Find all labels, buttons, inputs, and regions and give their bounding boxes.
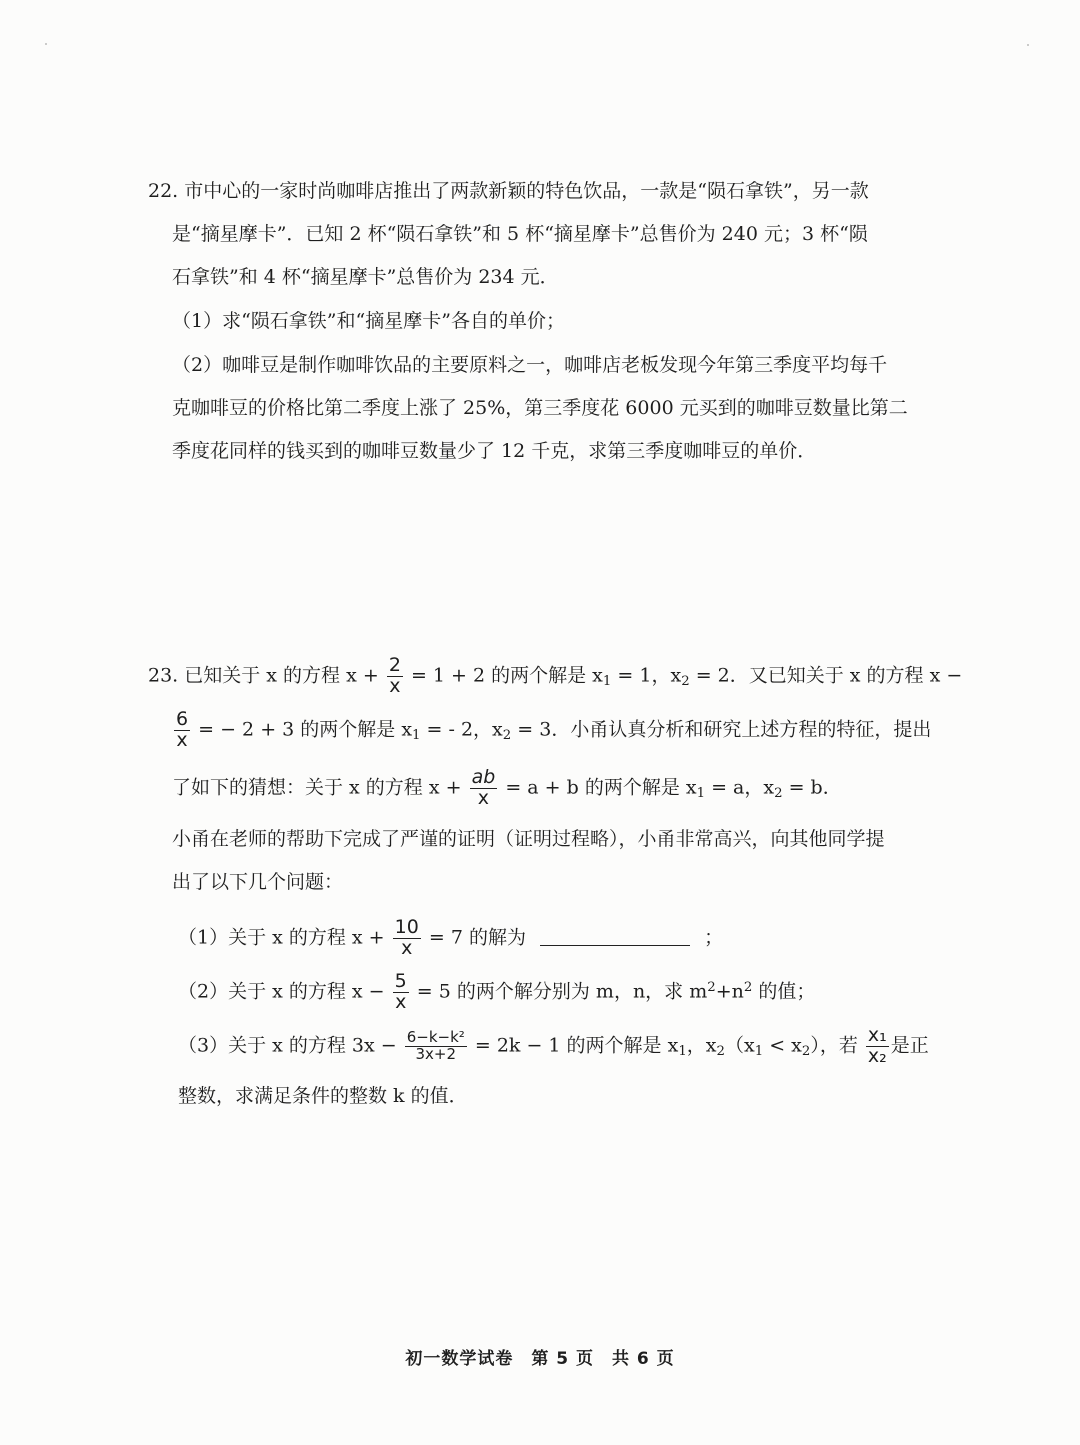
- subscript: 2: [681, 673, 690, 689]
- fraction: [174, 710, 190, 751]
- denominator: x: [395, 990, 407, 1013]
- subscript: 1: [412, 727, 421, 743]
- denominator: x₂: [867, 1044, 887, 1067]
- subscript: 1: [602, 673, 612, 689]
- denominator: 3x+2: [415, 1044, 457, 1063]
- scan-speck: [45, 43, 47, 45]
- q23-text: = − 2 + 3 的两个解是 x: [198, 718, 413, 741]
- q23-text: < x: [763, 1034, 802, 1057]
- q22-number: 22.: [148, 180, 179, 202]
- q22-part-2-line-2: 克咖啡豆的价格比第二季度上涨了 25%，第三季度花 6000 元买到的咖啡豆数量比第二: [172, 397, 908, 419]
- q22-line-2: 是“摘星摩卡”．已知 2 杯“陨石拿铁”和 5 杯“摘星摩卡”总售价为 240 元；3 杯“陨: [172, 223, 868, 245]
- denominator: x: [401, 936, 413, 959]
- answer-blank[interactable]: [540, 945, 690, 946]
- fraction: [393, 972, 409, 1013]
- subscript: 2: [801, 1043, 811, 1059]
- q23-line-2: [172, 710, 931, 751]
- q23-text: = 1 + 2 的两个解是 x: [410, 664, 603, 687]
- denominator: x: [389, 674, 401, 697]
- denominator: x: [176, 728, 188, 751]
- subscript: 1: [754, 1043, 764, 1059]
- q23-text: = b．: [782, 776, 842, 799]
- numerator: 10: [394, 916, 419, 938]
- q23-text: = 7 的解为: [428, 926, 526, 949]
- q23-line-3: [172, 768, 842, 809]
- subscript: 2: [502, 727, 512, 743]
- q23-text: 的值；: [752, 980, 816, 1003]
- scan-speck: [1027, 44, 1029, 46]
- q23-text: 是正: [890, 1034, 929, 1057]
- q23-text: = a，x: [705, 776, 775, 799]
- q23-text: = 5 的两个解分别为 m，n，求 m: [416, 980, 708, 1003]
- q23-part-1: [178, 918, 723, 959]
- q22-text-1: 市中心的一家时尚咖啡店推出了两款新颖的特色饮品，一款是“陨石拿铁”，另一款: [184, 180, 869, 202]
- q23-line-4: 小甬在老师的帮助下完成了严谨的证明（证明过程略），小甬非常高兴，向其他同学提: [172, 828, 885, 850]
- q22-part-2-line-3: 季度花同样的钱买到的咖啡豆数量少了 12 千克，求第三季度咖啡豆的单价．: [172, 440, 817, 462]
- q23-line-5: 出了以下几个问题：: [172, 871, 344, 893]
- q23-text: = - 2，x: [420, 718, 503, 741]
- superscript: 2: [743, 979, 753, 995]
- numerator: 2: [388, 654, 401, 676]
- numerator: ab: [471, 766, 496, 788]
- q23-number: 23.: [148, 664, 179, 687]
- subscript: 1: [678, 1043, 687, 1059]
- fraction: [393, 918, 421, 959]
- q23-text: 已知关于 x 的方程 x +: [184, 664, 379, 687]
- q23-text: = 3．小甬认真分析和研究上述方程的特征，提出: [511, 718, 932, 741]
- numerator: 6: [176, 708, 189, 730]
- fraction: [405, 1030, 467, 1063]
- q23-part-3-line-2: 整数，求满足条件的整数 k 的值．: [178, 1085, 468, 1107]
- q23-line-1: [148, 656, 962, 697]
- subscript: 1: [696, 785, 706, 801]
- q23-text: （2）关于 x 的方程 x −: [178, 980, 385, 1003]
- fraction: [387, 656, 403, 697]
- denominator: x: [477, 786, 490, 809]
- q23-text: （x: [724, 1034, 755, 1057]
- q23-text: ），若: [810, 1034, 858, 1057]
- q23-text: = 2k − 1 的两个解是 x: [474, 1034, 679, 1057]
- page-footer: 初一数学试卷 第 5 页 共 6 页: [405, 1349, 675, 1369]
- q23-text: +n: [715, 980, 744, 1003]
- q22-line-1: [148, 180, 869, 203]
- numerator: 5: [394, 970, 407, 992]
- q23-part-3: [178, 1026, 929, 1067]
- q22-part-1: （1）求“陨石拿铁”和“摘星摩卡”各自的单价；: [172, 310, 565, 332]
- numerator: x₁: [867, 1024, 887, 1046]
- q23-text: 了如下的猜想：关于 x 的方程 x +: [172, 776, 462, 799]
- subscript: 2: [774, 785, 783, 801]
- q23-text: = 1，x: [611, 664, 682, 687]
- q22-line-3: 石拿铁”和 4 杯“摘星摩卡”总售价为 234 元．: [172, 266, 559, 288]
- fraction: [470, 768, 498, 809]
- q23-part-2: [178, 972, 815, 1013]
- q23-text: ，x: [686, 1034, 717, 1057]
- q23-text: （3）关于 x 的方程 3x −: [178, 1034, 397, 1057]
- numerator: 6−k−k²: [406, 1028, 465, 1047]
- q23-text: = a + b 的两个解是 x: [505, 776, 697, 799]
- q23-text: ；: [704, 926, 724, 949]
- q23-text: = 2．又已知关于 x 的方程 x −: [689, 664, 963, 687]
- superscript: 2: [707, 979, 716, 995]
- fraction: [866, 1026, 889, 1067]
- q23-text: （1）关于 x 的方程 x +: [178, 926, 385, 949]
- q22-part-2-line-1: （2）咖啡豆是制作咖啡饮品的主要原料之一，咖啡店老板发现今年第三季度平均每千: [172, 354, 888, 376]
- subscript: 2: [716, 1043, 725, 1059]
